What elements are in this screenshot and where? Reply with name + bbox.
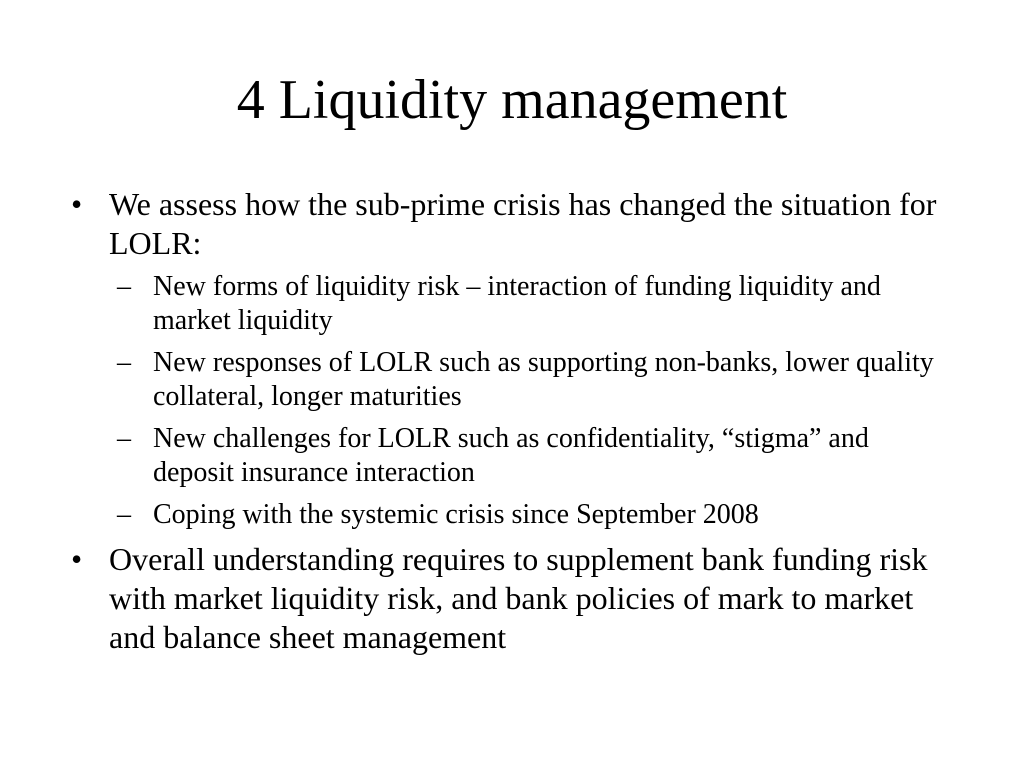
sub-bullet-item — [109, 346, 954, 414]
bullet-item — [0, 540, 1024, 657]
dash-glyph: – — [117, 499, 131, 530]
bullet-glyph: • — [71, 186, 83, 222]
sub-bullet-text: New forms of liquidity risk – interaction of funding liquidity and market liquidity — [153, 271, 881, 336]
sub-bullet-text: Coping with the systemic crisis since September 2008 — [153, 499, 759, 530]
bullet-list — [0, 185, 1024, 657]
bullet-item — [0, 185, 1024, 532]
dash-glyph: – — [117, 271, 131, 302]
sub-bullet-item — [109, 422, 954, 490]
bullet-glyph: • — [71, 541, 83, 577]
sub-bullet-item — [109, 498, 954, 532]
bullet-text: Overall understanding requires to supplement bank funding risk with market liquidity risk, and bank policies of mark to market and balance sheet management — [109, 541, 928, 655]
dash-glyph: – — [117, 347, 131, 378]
slide-title: 4 Liquidity management — [236, 69, 788, 131]
sub-bullet-item — [109, 270, 954, 338]
dash-glyph: – — [117, 423, 131, 454]
sub-bullet-text: New challenges for LOLR such as confidentiality, “stigma” and deposit insurance interaction — [153, 423, 869, 488]
sub-bullet-text: New responses of LOLR such as supporting non-banks, lower quality collateral, longer maturities — [153, 347, 934, 412]
bullet-text: We assess how the sub-prime crisis has changed the situation for LOLR: — [109, 186, 937, 261]
sub-bullet-list — [109, 270, 954, 532]
